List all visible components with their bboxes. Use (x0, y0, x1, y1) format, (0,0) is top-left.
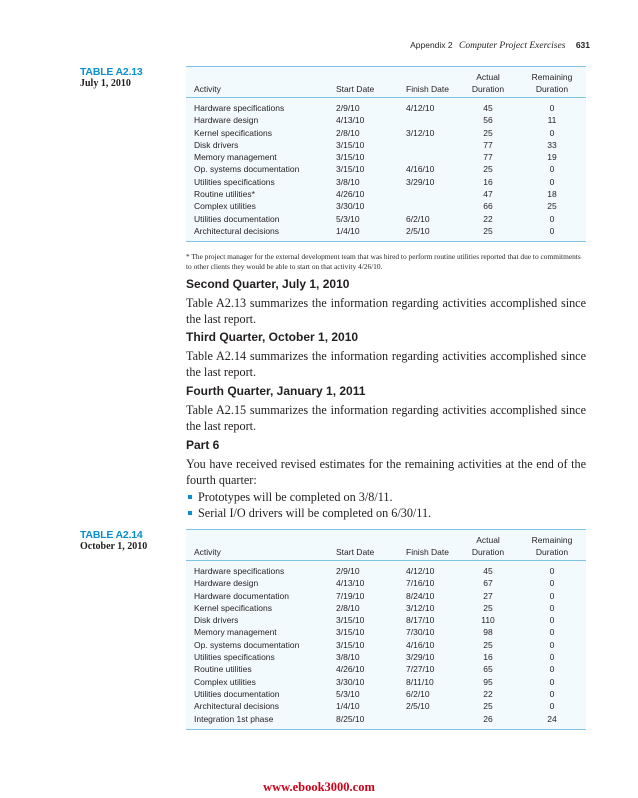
cell-remaining-duration: 33 (547, 139, 557, 150)
col-activity: Activity (194, 547, 221, 557)
cell-finish-date: 8/24/10 (406, 590, 435, 601)
cell-activity: Kernel specifications (194, 602, 272, 613)
cell-remaining-duration: 0 (549, 701, 555, 712)
cell-start-date: 3/15/10 (336, 139, 365, 150)
cell-finish-date: 6/2/10 (406, 213, 430, 224)
cell-start-date: 3/15/10 (336, 164, 365, 175)
table-date: July 1, 2010 (80, 78, 131, 89)
table-date: October 1, 2010 (80, 541, 148, 552)
section-heading-q4: Fourth Quarter, January 1, 2011 (186, 384, 366, 398)
cell-finish-date: 4/16/10 (406, 164, 435, 175)
table-row (186, 565, 586, 577)
cell-start-date: 5/3/10 (336, 213, 360, 224)
col-remaining-l1: Remaining (531, 72, 573, 82)
cell-actual-duration: 16 (483, 652, 493, 663)
bullet-text: Prototypes will be completed on 3/8/11. (198, 490, 393, 504)
bullet-item (186, 489, 586, 505)
paragraph-q4: Table A2.15 summarizes the information regarding activities accomplished since the last report. (186, 403, 586, 433)
table-a2-14 (186, 529, 586, 730)
table-row (186, 614, 586, 626)
cell-finish-date: 7/16/10 (406, 578, 435, 589)
cell-remaining-duration: 0 (549, 615, 555, 626)
cell-start-date: 3/30/10 (336, 201, 365, 212)
cell-activity: Architectural decisions (194, 701, 280, 712)
col-actual-l2: Duration (471, 84, 505, 94)
cell-start-date: 2/8/10 (336, 127, 360, 138)
cell-remaining-duration: 0 (549, 676, 555, 687)
table-body (186, 561, 586, 729)
cell-start-date: 4/26/10 (336, 664, 365, 675)
cell-actual-duration: 45 (483, 103, 493, 113)
cell-activity: Architectural decisions (194, 225, 280, 236)
cell-finish-date: 6/2/10 (406, 688, 430, 699)
cell-remaining-duration: 0 (549, 590, 555, 601)
table-row (186, 577, 586, 589)
paragraph-q3: Table A2.14 summarizes the information regarding activities accomplished since the last report. (186, 349, 586, 379)
col-actual-l1: Actual (476, 72, 500, 82)
cell-remaining-duration: 0 (549, 164, 555, 175)
cell-actual-duration: 77 (483, 139, 493, 150)
bullet-marker (188, 511, 192, 515)
cell-actual-duration: 25 (483, 602, 493, 613)
col-finish-date: Finish Date (406, 547, 449, 557)
col-start-date: Start Date (336, 547, 375, 557)
table-row (186, 602, 586, 614)
paragraph-q2: Table A2.13 summarizes the information regarding activities accomplished since the last report. (186, 296, 586, 326)
col-actual-l2: Duration (471, 547, 505, 557)
cell-actual-duration: 95 (483, 676, 493, 687)
page-number: 631 (575, 40, 590, 50)
table-row (186, 688, 586, 700)
cell-finish-date: 2/5/10 (406, 701, 430, 712)
cell-activity: Routine utilities (194, 664, 252, 675)
cell-start-date: 3/15/10 (336, 615, 365, 626)
cell-start-date: 3/8/10 (336, 652, 360, 663)
paragraph-part6: You have received revised estimates for the remaining activities at the end of the fourth quarter: (186, 457, 586, 487)
col-start-date: Start Date (336, 84, 375, 94)
cell-actual-duration: 98 (483, 627, 493, 638)
cell-activity: Hardware design (194, 115, 259, 126)
cell-remaining-duration: 0 (549, 176, 555, 187)
cell-finish-date: 4/12/10 (406, 103, 435, 113)
cell-actual-duration: 56 (483, 115, 493, 126)
table-header (186, 530, 586, 560)
cell-remaining-duration: 18 (547, 189, 557, 200)
cell-actual-duration: 22 (483, 213, 493, 224)
cell-remaining-duration: 0 (549, 213, 555, 224)
cell-start-date: 7/19/10 (336, 590, 365, 601)
cell-finish-date: 4/12/10 (406, 566, 435, 576)
cell-remaining-duration: 0 (549, 627, 555, 638)
cell-actual-duration: 66 (483, 201, 493, 212)
cell-activity: Memory management (194, 152, 277, 163)
table-row (186, 200, 586, 212)
cell-start-date: 3/30/10 (336, 676, 365, 687)
table-row (186, 102, 586, 114)
cell-actual-duration: 25 (483, 701, 493, 712)
cell-actual-duration: 25 (483, 225, 493, 236)
bullet-text: Serial I/O drivers will be completed on 6/30/11. (198, 506, 432, 520)
table-row (186, 590, 586, 602)
cell-finish-date: 8/11/10 (406, 676, 434, 687)
cell-activity: Disk drivers (194, 139, 239, 150)
table-footnote: * The project manager for the external development team that was hired to perform routine utilities reported that due to commitments to other clients they would be able to start on that activity 4/26/10. (186, 252, 581, 271)
col-finish-date: Finish Date (406, 84, 449, 94)
table-label: TABLE A2.14 (80, 529, 143, 541)
section-heading-q2: Second Quarter, July 1, 2010 (186, 277, 350, 291)
cell-activity: Op. systems documentation (194, 164, 300, 175)
cell-activity: Utilities specifications (194, 176, 275, 187)
cell-start-date: 1/4/10 (336, 701, 360, 712)
table-row (186, 651, 586, 663)
table-row (186, 114, 586, 126)
cell-actual-duration: 65 (483, 664, 493, 675)
table-row (186, 626, 586, 638)
table-row (186, 176, 586, 188)
cell-remaining-duration: 11 (547, 115, 557, 126)
cell-remaining-duration: 0 (549, 225, 555, 236)
cell-actual-duration: 25 (483, 164, 493, 175)
cell-remaining-duration: 0 (549, 652, 555, 663)
cell-activity: Hardware specifications (194, 103, 285, 113)
col-remaining-l1: Remaining (531, 535, 573, 545)
table-row (186, 127, 586, 139)
cell-actual-duration: 77 (483, 152, 493, 163)
footer-website-link[interactable]: www.ebook3000.com (263, 780, 375, 794)
cell-finish-date: 2/5/10 (406, 225, 430, 236)
section-heading-q3: Third Quarter, October 1, 2010 (186, 330, 359, 344)
cell-activity: Memory management (194, 627, 277, 638)
cell-finish-date: 3/29/10 (406, 652, 435, 663)
cell-start-date: 8/25/10 (336, 713, 365, 724)
cell-actual-duration: 25 (483, 127, 493, 138)
bullet-marker (188, 495, 192, 499)
cell-actual-duration: 25 (483, 639, 493, 650)
table-row (186, 139, 586, 151)
col-activity: Activity (194, 84, 221, 94)
cell-start-date: 4/13/10 (336, 115, 365, 126)
col-remaining-l2: Duration (535, 547, 569, 557)
section-heading-part6: Part 6 (186, 438, 220, 452)
table-row (186, 151, 586, 163)
table-header (186, 67, 586, 97)
cell-activity: Utilities documentation (194, 213, 280, 224)
cell-actual-duration: 22 (483, 688, 493, 699)
cell-remaining-duration: 0 (549, 127, 555, 138)
cell-activity: Op. systems documentation (194, 639, 300, 650)
running-head (410, 40, 590, 51)
table-a2-13-caption (80, 66, 180, 90)
cell-activity: Hardware documentation (194, 590, 289, 601)
col-actual-l1: Actual (476, 535, 500, 545)
cell-remaining-duration: 0 (549, 602, 555, 613)
cell-finish-date: 3/12/10 (406, 127, 435, 138)
cell-finish-date: 7/27/10 (406, 664, 435, 675)
cell-start-date: 2/9/10 (336, 566, 360, 576)
cell-activity: Utilities specifications (194, 652, 275, 663)
cell-actual-duration: 26 (483, 713, 493, 724)
cell-activity: Disk drivers (194, 615, 239, 626)
cell-remaining-duration: 19 (547, 152, 557, 163)
cell-finish-date: 8/17/10 (406, 615, 435, 626)
table-row (186, 700, 586, 712)
table-row (186, 639, 586, 651)
table-row (186, 225, 586, 237)
cell-actual-duration: 47 (483, 189, 493, 200)
cell-start-date: 2/9/10 (336, 103, 360, 113)
cell-remaining-duration: 0 (549, 639, 555, 650)
cell-remaining-duration: 0 (549, 578, 555, 589)
cell-actual-duration: 16 (483, 176, 493, 187)
cell-start-date: 2/8/10 (336, 602, 360, 613)
cell-remaining-duration: 0 (549, 566, 555, 576)
table-row (186, 213, 586, 225)
cell-start-date: 3/15/10 (336, 639, 365, 650)
cell-finish-date: 3/29/10 (406, 176, 435, 187)
cell-remaining-duration: 25 (547, 201, 557, 212)
cell-activity: Hardware design (194, 578, 259, 589)
cell-finish-date: 4/16/10 (406, 639, 435, 650)
table-row (186, 163, 586, 175)
cell-remaining-duration: 0 (549, 103, 555, 113)
table-a2-13 (186, 66, 586, 242)
table-a2-14-caption (80, 529, 180, 553)
cell-finish-date: 7/30/10 (406, 627, 435, 638)
bullet-item (186, 505, 586, 521)
cell-start-date: 3/8/10 (336, 176, 360, 187)
cell-start-date: 1/4/10 (336, 225, 360, 236)
cell-start-date: 3/15/10 (336, 152, 365, 163)
cell-remaining-duration: 0 (549, 688, 555, 699)
cell-actual-duration: 45 (483, 566, 493, 576)
cell-remaining-duration: 0 (549, 664, 555, 675)
table-row (186, 676, 586, 688)
cell-actual-duration: 67 (483, 578, 493, 589)
cell-remaining-duration: 24 (547, 713, 557, 724)
cell-actual-duration: 27 (483, 590, 493, 601)
cell-activity: Utilities documentation (194, 688, 280, 699)
cell-activity: Complex utilities (194, 201, 256, 212)
cell-activity: Integration 1st phase (194, 713, 274, 724)
running-head-title: Computer Project Exercises (459, 41, 566, 51)
table-row (186, 188, 586, 200)
cell-start-date: 4/13/10 (336, 578, 365, 589)
cell-start-date: 4/26/10 (336, 189, 365, 200)
table-body (186, 98, 586, 241)
table-row (186, 713, 586, 725)
cell-start-date: 5/3/10 (336, 688, 360, 699)
cell-start-date: 3/15/10 (336, 627, 365, 638)
cell-activity: Hardware specifications (194, 566, 285, 576)
running-head-section: Appendix 2 (410, 40, 453, 50)
cell-finish-date: 3/12/10 (406, 602, 435, 613)
col-remaining-l2: Duration (535, 84, 569, 94)
cell-actual-duration: 110 (481, 615, 495, 626)
cell-activity: Routine utilities* (194, 189, 255, 200)
table-label: TABLE A2.13 (80, 66, 143, 78)
cell-activity: Kernel specifications (194, 127, 272, 138)
table-row (186, 663, 586, 675)
cell-activity: Complex utilities (194, 676, 256, 687)
